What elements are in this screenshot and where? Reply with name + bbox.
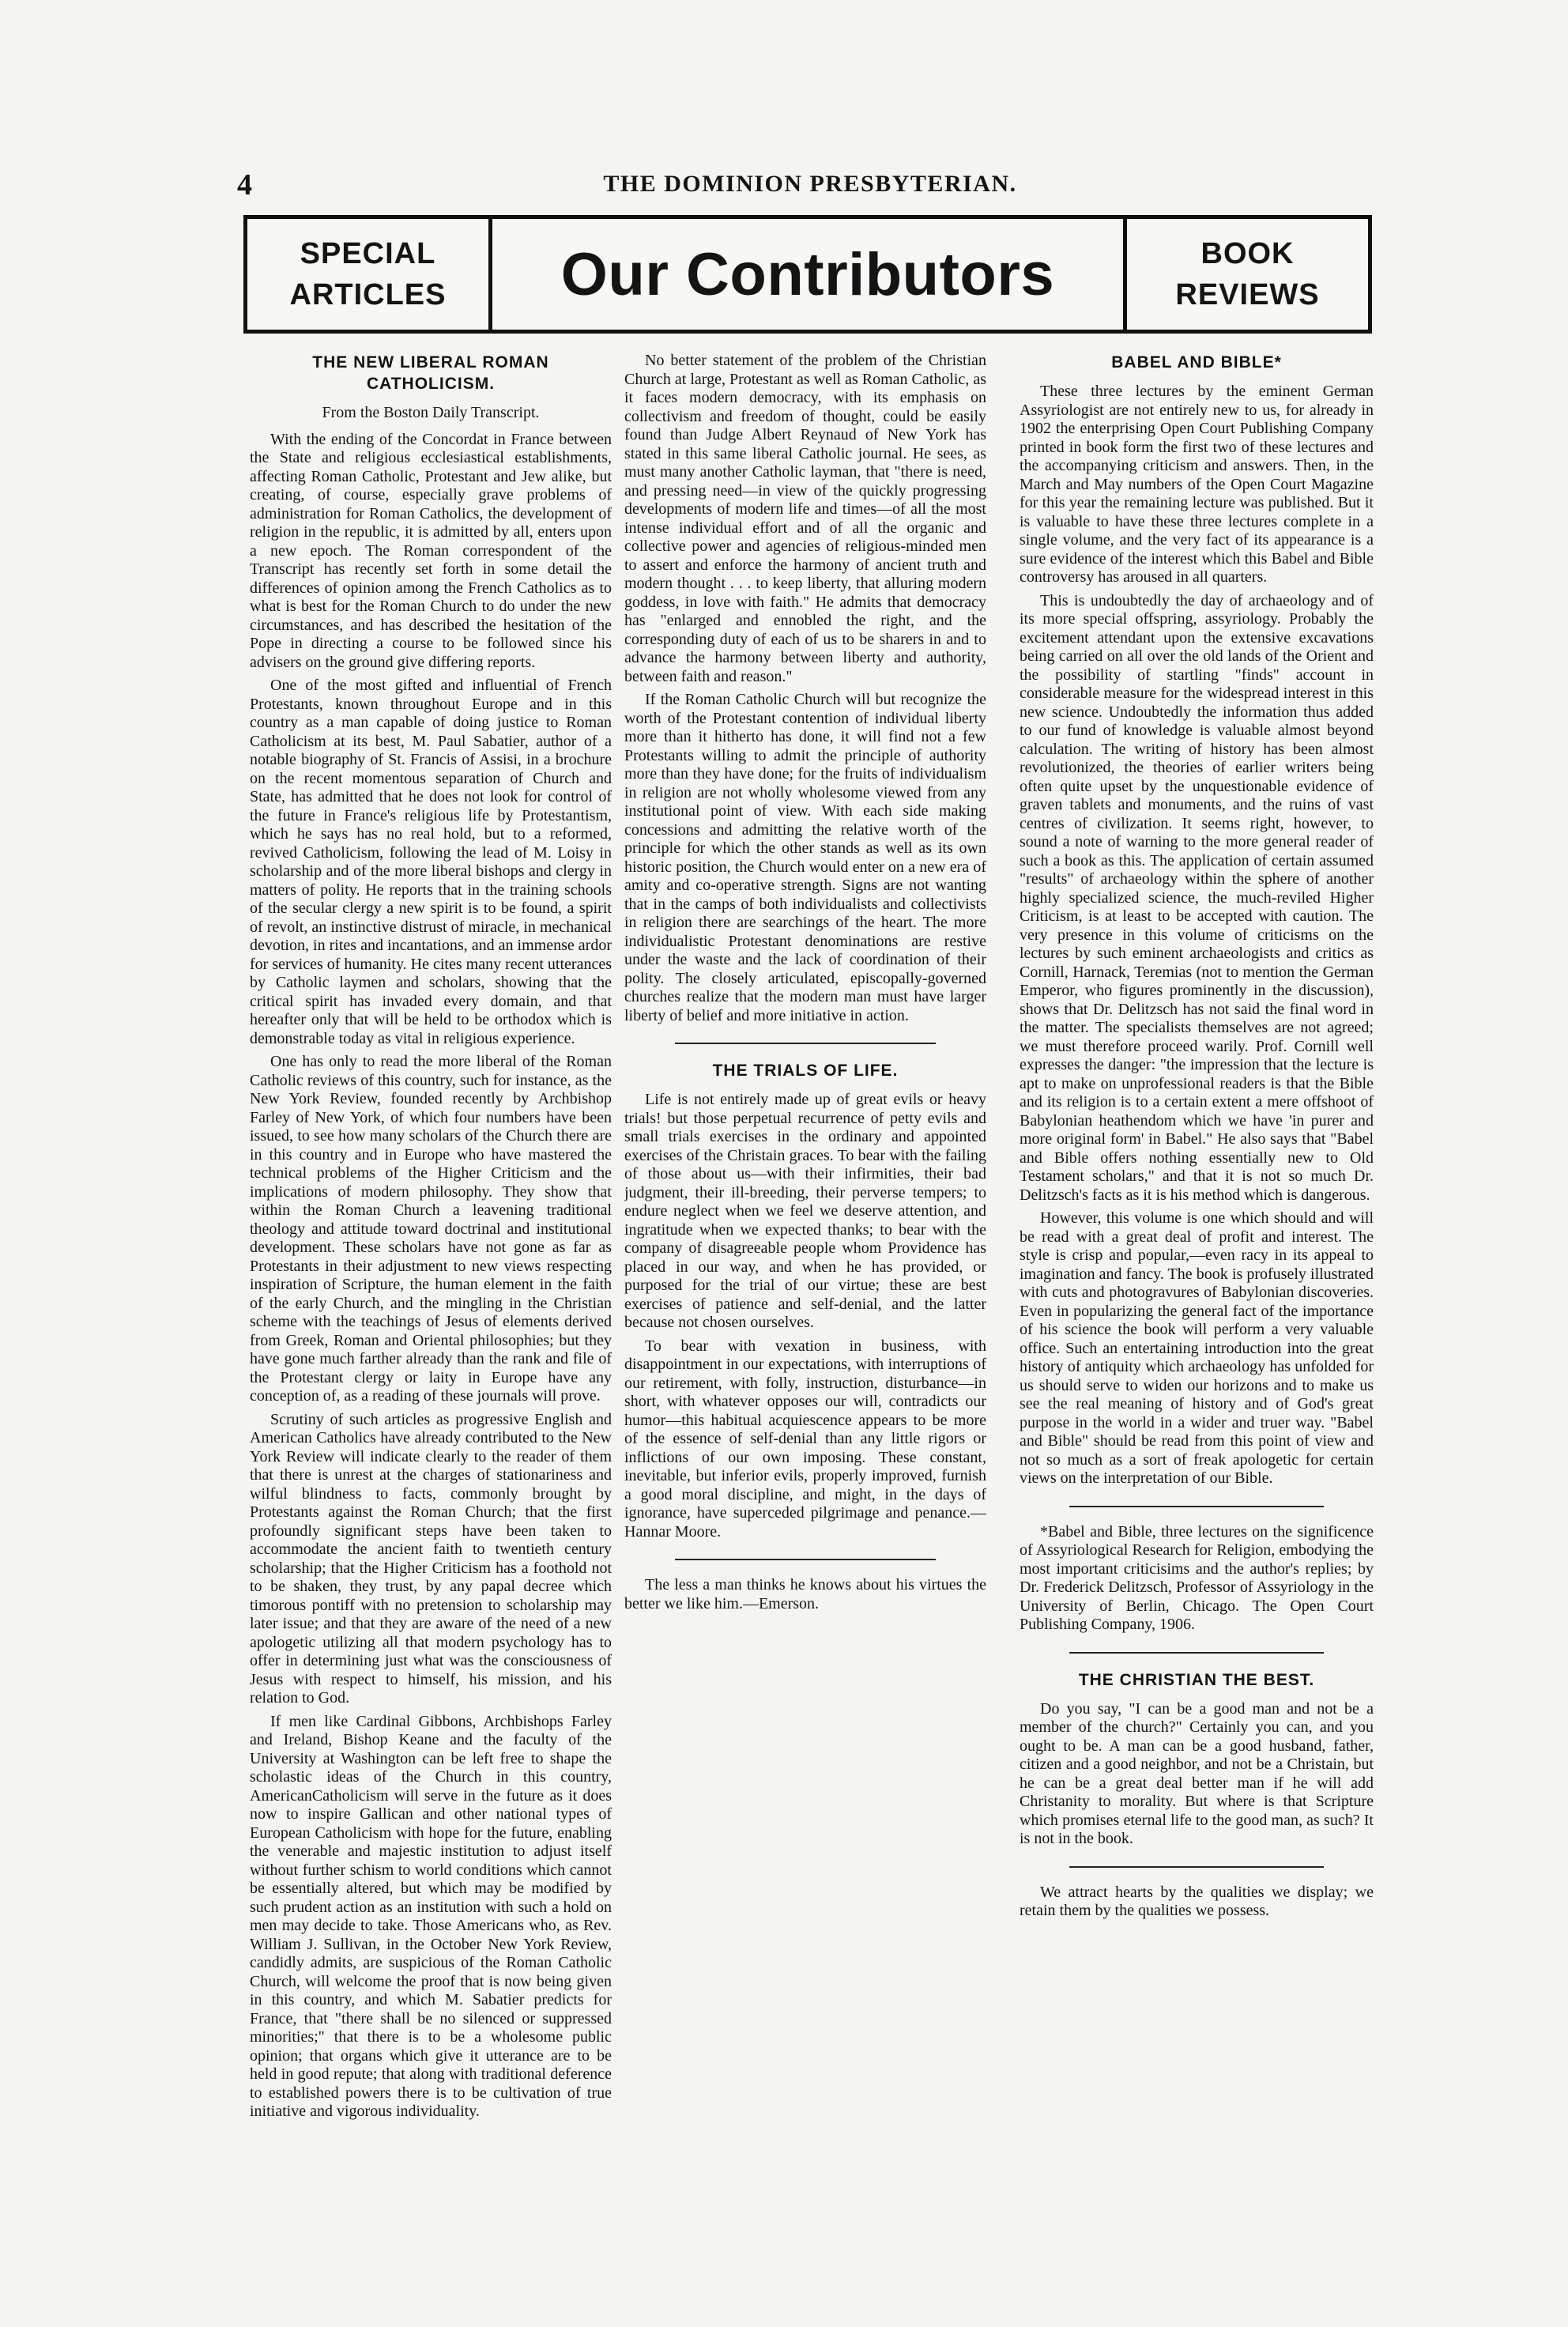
journal-title: THE DOMINION PRESBYTERIAN. <box>603 171 1017 197</box>
article-paragraph: Life is not entirely made up of great evils or heavy trials! but those perpetual recurrence of petty evils and small trials exercises in the ordinary and appointed exercises of the Christain graces. To bear with the failing of those about us—with their infirmities, their bad judgment, their ill-breeding, their perverse tempers; to endure neglect when we feel we deserve attention, and ingratitude when we expected thanks; to bear with the company of disagreeable people whom Providence has placed in our way, and when he has provided, or purposed for the trial of our virtue; these are best exercises of patience and self-denial, and the latter because not chosen ourselves. <box>624 1091 986 1331</box>
special-articles-label-line1: SPECIAL <box>300 237 436 270</box>
article-paragraph: Do you say, "I can be a good man and not be a member of the church?" Certainly you can, and you ought to be. A man can be a good husband, father, citizen and a good neighbor, and not be a Christain, but he can be a great deal better man if he will add Christanity to morality. But where is that Scripture which promises eternal life to the good man, as such? It is not in the book. <box>1020 1699 1374 1847</box>
review-paragraph: This is undoubtedly the day of archaeology and of its more special offspring, assyriology. Probably the excitement attendant upon the extensive excavations being carried on all over the old lands of the Orient and the possibility of startling "finds" account in considerable measure for the widespread interest in this new science. Undoubtedly the information thus added to our fund of knowledge is valuable almost beyond calculation. The writing of history has been almost revolutionized, the theories of earlier writers being often quite upset by the unquestionable evidence of graven tablets and monuments, and the ruins of vast centres of civilization. It seems right, however, to sound a note of warning to the more general reader of such a book as this. The application of certain assumed "results" of archaeology within the sphere of another highly specialized science, the much-reviled Higher Criticism, is at least to be accepted with caution. The very presence in this volume of criticisms on the lectures by such eminent archaeologists and critics as Cornill, Harnack, Teremias (not to mention the German Emperor, who figures prominently in the discussion), shows that Dr. Delitzsch has not said the final word in the matter. The specialists themselves are not agreed; we must therefore proceed warily. Prof. Cornill well expresses the danger: "the impression that the lecture is apt to make on unprofessional readers is that the Bible and its religion is to a certain extent a mere offshoot of Babylonian heathendom which we have 'in purer and more original form' in Babel." He also says that "Babel and Bible offers nothing essentially new to Old Testament scholars," and that it is not so much Dr. Delitzsch's facts as it is his method which is dangerous. <box>1020 591 1374 1204</box>
review-paragraph: However, this volume is one which should and will be read with a great deal of profit and interest. The style is crisp and popular,—even racy in its appeal to imagination and fancy. The book is profusely illustrated with cuts and photogravures of Babylonian discoveries. Even in popularizing the general fact of the importance of his science the book will perform a very valuable office. Such an entertaining introduction into the great history of antiquity which archaeology has unfolded for us should serve to widen our horizons and to make us see the real meaning of history and of God's great purpose in the world in a wider and truer way. "Babel and Bible" should be read from this point of view and not so much as a sort of freak apologetic for certain views on the interpretation of our Bible. <box>1020 1209 1374 1487</box>
review-footnote <box>1020 1523 1374 1635</box>
article-paragraph: Scrutiny of such articles as progressive English and American Catholics have already contributed to the New York Review will indicate clearly to the reader of them that there is unrest at the charges of stationariness and wilful blindness to facts, commonly brought by Protestants against the Roman Church; that the first profoundly significant steps have been taken to accommodate the ancient faith to twentieth century scholarship; that the Higher Criticism has a foothold not to be shaken, they trust, by any papal decree which timorous pontiff with no pretension to scholarship may later issue; and that they are aware of the need of a new apologetic utilizing all that modern psychology has to offer in determining just what was the consciousness of Jesus with respect to himself, his mission, and his relation to God. <box>250 1410 612 1707</box>
qualities-quote: We attract hearts by the qualities we display; we retain them by the qualities we possess. <box>1020 1883 1374 1919</box>
article-title-christian-best: THE CHRISTIAN THE BEST. <box>1078 1670 1315 1689</box>
article-divider <box>1069 1866 1325 1868</box>
article-paragraph: If men like Cardinal Gibbons, Archbishops Farley and Ireland, Bishop Keane and the faculty of the University at Washington can be left free to shape the scholastic ideas of the Church in this country, AmericanCatholicism will serve in the future as it does now to inspire Gallican and other national types of European Catholicism with hope for the future, enabling the venerable and majestic institution to adjust itself without further schism to world conditions which cannot be essentially altered, but which may be modified by such prudent action as an institution with such a hold on men may decide to take. Those Americans who, as Rev. William J. Sullivan, in the October New York Review, candidly admits, are suspicious of the Roman Catholic Church, will welcome the proof that is now being given in this country, and which M. Sabatier predicts for France, that "there shall be no silenced or suppressed minorities;" that there is to be a wholesome public opinion; that organs which give it utterance are to be held in good repute; that along with traditional deference to established powers there is to be cultivation of true initiative and vigorous individuality. <box>250 1712 612 2120</box>
footnote-text: *Babel and Bible, three lectures on the significence of Assyriological Research for Religion, embodying the most important criticisims and the author's replies; by Dr. Frederick Delitzsch, Professor of Assyriology in the University of Berlin, Chicago. The Open Court Publishing Company, 1906. <box>1020 1522 1374 1633</box>
article-paragraph: To bear with vexation in business, with disappointment in our expectations, with interruptions of our retirement, with folly, instruction, disturbance—in short, with whatever opposes our will, contradicts our humor—this habitual acquiescence appears to be more of the essence of self-denial than any little rigors or inflictions of our own imposing. These constant, inevitable, but inferior evils, properly improved, furnish a good moral discipline, and might, in the days of ignorance, have superceded pilgrimage and penance.—Hannar Moore. <box>624 1337 986 1541</box>
article-divider <box>675 1559 936 1560</box>
review-paragraph: These three lectures by the eminent German Assyriologist are not entirely new to us, for already in 1902 the enterprising Open Court Publishing Company printed in book form the first two of these lectures and the accompanying criticism and answers. Then, in the March and May numbers of the Open Court Magazine for this year the remaining lecture was published. But it is valuable to have these three lectures complete in a single volume, and the very fact of its appearance is a sure evidence of the interest which this Babel and Bible controversy has aroused in all quarters. <box>1020 383 1374 586</box>
special-articles-box <box>247 219 492 330</box>
article-paragraph: No better statement of the problem of the Christian Church at large, Protestant as well as Roman Catholic, as it faces modern democracy, with its emphasis on collectivism and freedom of thought, could be easily found than Judge Albert Reynaud of New York has stated in this same liberal Catholic journal. He sees, as must many another Catholic layman, that "there is need, and pressing need—in view of the quickly progressing developments of modern life and times—of all the most intense individual effort and of all the organic and collective power and agencies of religious-minded men to assert and enforce the harmony of ancient truth and modern thought . . . to keep liberty, that alluring modern goddess, in love with faith." He admits that democracy has "enlarged and ennobled the right, and the corresponding duty of each of us to be sharers in and to advance the harmony between liberty and authority, between faith and reason." <box>624 352 986 685</box>
column-2 <box>624 352 986 2296</box>
article-divider <box>1069 1652 1325 1654</box>
article-divider <box>675 1043 936 1044</box>
running-head <box>237 168 1383 202</box>
article-title-liberal-catholicism: THE NEW LIBERAL ROMAN CATHOLICISM. <box>312 353 549 393</box>
article-paragraph: One of the most gifted and influential of French Protestants, known throughout Europe and in this country as a man capable of doing justice to Roman Catholicism at its best, M. Paul Sabatier, author of a notable biography of St. Francis of Assisi, in a brochure on the recent momentous separation of Church and State, has admitted that he does not look for control of the future in France's religious life by Protestantism, which he says has no real hold, but to a reformed, revived Catholicism, following the lead of M. Loisy in scholarship and of the more liberal bishops and clergy in matters of polity. He reports that in the training schools of the secular clergy a new spirit is to be found, a spirit of revolt, an instinctive distrust of miracle, in mechanical devotion, in rites and incantations, and an immense ardor for services of humanity. He cites many recent utterances by Catholic laymen and scholars, showing that the critical spirit has invaded every domain, and that hereafter only that will be held to be orthodox which is demonstrable today as vital in religious experience. <box>250 677 612 1047</box>
article-title-trials-of-life: THE TRIALS OF LIFE. <box>712 1062 899 1080</box>
article-paragraph: If the Roman Catholic Church will but recognize the worth of the Protestant contention of individual liberty more than it hitherto has done, it will find not a few Protestants willing to admit the principle of authority more than they have done; for the fruits of individualism in religion are not wholly wholesome viewed from any institutional point of view. With each side making concessions and admitting the relative worth of the principle for which the other stands as well as its own historic position, the Church would enter on a new era of amity and co-operative strength. Signs are not wanting that in the camps of both individualists and collectivists in religion there are searchings of the heart. The more individualistic Protestant denominations are restive under the waste and the lack of coordination of their polity. The closely articulated, episcopally-governed churches realize that the modern man must have larger liberty of belief and more initiative in action. <box>624 691 986 1024</box>
article-divider <box>1069 1506 1325 1507</box>
emerson-quote: The less a man thinks he knows about his virtues the better we like him.—Emerson. <box>624 1576 986 1612</box>
article-paragraph: With the ending of the Concordat in France between the State and religious ecclesiastical establishments, affecting Roman Catholic, Protestant and Jew alike, but creating, of course, especially grave problems of administration for Roman Catholics, the development of religion in the republic, it is admitted by all, enters upon a new epoch. The Roman correspondent of the Transcript has recently set forth in some detail the differences of opinion among the French Catholics as to what is best for the Roman Church to do under the new circumstances, and has described the hesitation of the Pope in directing a course to be followed since his advisers on the ground give differing reports. <box>250 430 612 671</box>
book-reviews-box <box>1123 219 1368 330</box>
book-reviews-label-line2: REVIEWS <box>1175 278 1320 311</box>
column-3 <box>1020 352 1374 2296</box>
article-paragraph: One has only to read the more liberal of the Roman Catholic reviews of this country, such for instance, as the New York Review, founded recently by Archbishop Farley of New York, of which four numbers have been issued, to see how many scholars of the Church there are in this country and in Europe who have mastered the technical problems of the Higher Criticism and the implications of modern philosophy. They show that within the Roman Church a leavening traditional theology and attitude toward doctrinal and institutional development. These scholars have not gone as far as Protestants in their adjustment to new views respecting inspiration of Scripture, the human element in the faith of the early Church, and the mingling in the Christian scheme with the teachings of Jesus of elements derived from Greek, Roman and Oriental philosophies; but they have gone much farther already than the rank and file of the Protestant clergy or laity in Europe have any conception of, as a reading of these journals will prove. <box>250 1053 612 1405</box>
article-source: From the Boston Daily Transcript. <box>322 404 540 421</box>
article-title-babel-and-bible: BABEL AND BIBLE* <box>1111 353 1282 371</box>
book-reviews-label-line1: BOOK <box>1200 237 1295 270</box>
section-banner <box>243 215 1372 334</box>
column-1 <box>250 352 612 2296</box>
special-articles-label-line2: ARTICLES <box>289 278 447 311</box>
section-title: Our Contributors <box>560 240 1055 308</box>
page-number: 4 <box>237 168 252 202</box>
